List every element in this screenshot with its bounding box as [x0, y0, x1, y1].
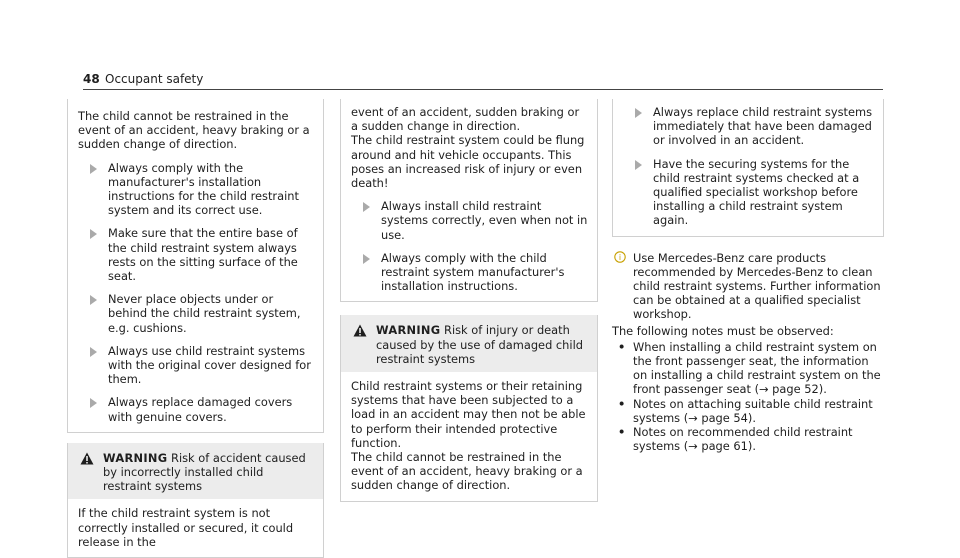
arrow-right-icon — [90, 164, 97, 174]
warning-box-1 — [67, 443, 324, 558]
step-item — [78, 292, 315, 335]
step-list — [623, 105, 875, 228]
arrow-right-icon — [635, 108, 642, 118]
info-note — [612, 251, 884, 322]
arrow-right-icon — [635, 160, 642, 170]
bullet-text: Notes on attaching suitable child restraint systems (→ page 54). — [633, 396, 873, 425]
step-item — [78, 161, 315, 218]
page-number: 48 — [83, 72, 100, 86]
step-item — [623, 157, 875, 228]
bullet-item — [612, 425, 884, 453]
warning-text: The child cannot be restrained in the event of an accident, heavy braking or a sudden change of direction. — [351, 450, 583, 493]
arrow-right-icon — [90, 347, 97, 357]
step-item — [78, 395, 315, 423]
step-text: Always replace child restraint systems immediately that have been damaged or involved in an accident. — [653, 105, 873, 148]
bullet-text: Notes on recommended child restraint systems (→ page 61). — [633, 425, 853, 454]
warning-text: If the child restraint system is not correctly installed or secured, it could release in the — [78, 506, 294, 549]
step-text: Always use child restraint systems with the original cover designed for them. — [108, 343, 311, 387]
step-item — [78, 226, 315, 283]
arrow-right-icon — [363, 254, 370, 264]
arrow-right-icon — [90, 398, 97, 408]
instruction-box-1 — [67, 99, 324, 433]
notes-intro: The following notes must be observed: — [612, 323, 834, 338]
svg-text:i: i — [618, 252, 622, 262]
arrow-right-icon — [90, 229, 97, 239]
bullet-dot: • — [618, 396, 626, 411]
warning-label: WARNING — [103, 450, 168, 465]
step-item — [623, 105, 875, 148]
step-text: Have the securing systems for the child restraint systems checked at a qualified specialist workshop before installing a child restraint system again. — [653, 156, 860, 228]
info-text: Use Mercedes-Benz care products recommended by Mercedes-Benz to clean child restraint systems. Further information can be obtained at a qualified specialist workshop. — [633, 250, 881, 322]
bullet-item — [612, 397, 884, 425]
warning-triangle-icon — [80, 452, 94, 465]
page-header — [0, 70, 960, 90]
step-item — [351, 251, 589, 294]
warning-title: Risk of accident caused by incorrectly installed child restraint systems — [103, 450, 306, 494]
column-2 — [340, 99, 598, 502]
bullet-text: When installing a child restraint system on the front passenger seat, the information on installing a child restraint system on the front passenger seat (→ page 52). — [633, 339, 881, 397]
step-text: Always install child restraint systems correctly, even when not in use. — [381, 199, 588, 242]
step-text: Always comply with the child restraint system manufacturer's installation instructions. — [381, 250, 565, 294]
intro-text: The child cannot be restrained in the event of an accident, heavy braking or a sudden change of direction. — [78, 109, 310, 152]
warning-text: Child restraint systems or their retaining systems that have been subjected to a load in an accident may then not be able to perform their intended protective function. — [351, 379, 586, 450]
warning-header — [68, 443, 323, 500]
step-list — [351, 199, 589, 293]
column-1 — [67, 99, 324, 558]
instruction-box-3 — [612, 99, 884, 237]
header-rule — [83, 89, 883, 90]
step-text: Make sure that the entire base of the child restraint system always rests on the sitting surface of the seat. — [108, 226, 298, 284]
bullet-dot: • — [618, 339, 626, 354]
step-item — [351, 199, 589, 242]
bullet-list — [612, 340, 884, 454]
instruction-box-2 — [340, 99, 598, 302]
bullet-dot: • — [618, 425, 626, 440]
column-3 — [612, 99, 884, 453]
step-text: Never place objects under or behind the child restraint system, e.g. cushions. — [108, 292, 301, 335]
section-title: Occupant safety — [105, 72, 204, 86]
intro-text: event of an accident, sudden braking or a sudden change in direction. — [351, 105, 580, 134]
warning-body — [341, 372, 597, 501]
info-icon — [614, 251, 626, 263]
warning-triangle-icon — [353, 324, 367, 337]
intro-text: The child restraint system could be flung around and hit vehicle occupants. This poses an increased risk of injury or even death! — [351, 133, 585, 191]
warning-title: Risk of injury or death caused by the use of damaged child restraint systems — [376, 323, 583, 366]
arrow-right-icon — [90, 295, 97, 305]
warning-box-2 — [340, 315, 598, 501]
warning-body — [68, 499, 323, 557]
step-text: Always replace damaged covers with genuine covers. — [108, 395, 293, 424]
step-list — [78, 161, 315, 424]
bullet-item — [612, 340, 884, 397]
step-item — [78, 344, 315, 387]
warning-header — [341, 315, 597, 372]
step-text: Always comply with the manufacturer's installation instructions for the child restraint system and its correct use. — [108, 160, 299, 218]
warning-label: WARNING — [376, 323, 441, 338]
arrow-right-icon — [363, 202, 370, 212]
